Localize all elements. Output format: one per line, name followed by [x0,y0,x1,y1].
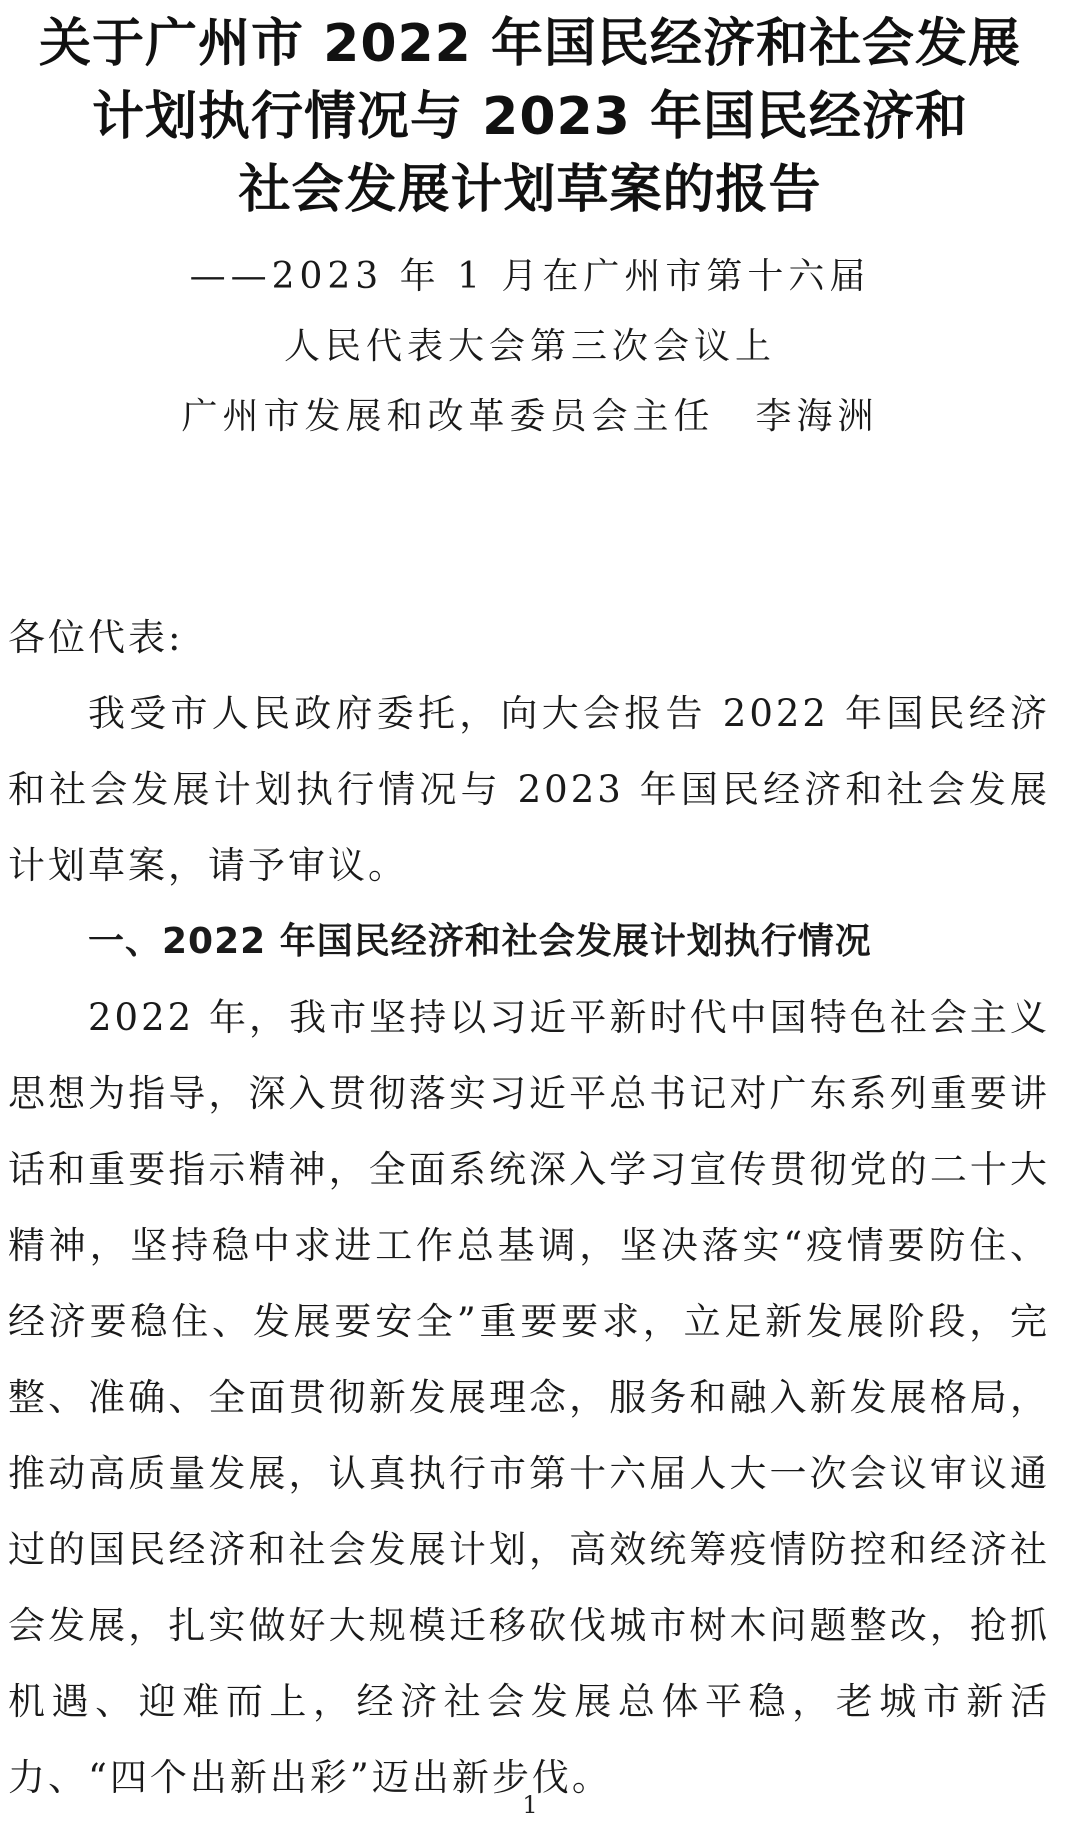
title-line-2: 计划执行情况与 2023 年国民经济和 [92,87,968,147]
byline-line-1: ——2023 年 1 月在广州市第十六届 [189,256,871,297]
byline-line-3: 广州市发展和改革委员会主任 李海洲 [181,396,879,437]
salutation: 各位代表: [8,616,184,659]
title-line-3: 社会发展计划草案的报告 [238,160,822,220]
intro-paragraph: 我受市人民政府委托，向大会报告 2022 年国民经济和社会发展计划执行情况与 2023 年国民经济和社会发展计划草案，请予审议。 [8,692,1050,887]
report-title [0,8,1060,227]
page-number: 1 [522,1791,538,1819]
byline-line-2: 人民代表大会第三次会议上 [283,326,776,367]
report-byline [0,242,1060,452]
section-heading: 一、2022 年国民经济和社会发展计划执行情况 [88,921,872,962]
section-paragraph: 2022 年，我市坚持以习近平新时代中国特色社会主义思想为指导，深入贯彻落实习近平总书记对广东系列重要讲话和重要指示精神，全面系统深入学习宣传贯彻党的二十大精神，坚持稳中求进工作总基调，坚决落实“疫情要防住、经济要稳住、发展要安全”重要要求，立足新发展阶段，完整、准确、全面贯彻新发展理念，服务和融入新发展格局，推动高质量发展，认真执行市第十六届人大一次会议审议通过的国民经济和社会发展计划，高效统筹疫情防控和经济社会发展，扎实做好大规模迁移砍伐城市树木问题整改，抢抓机遇、迎难而上，经济社会发展总体平稳，老城市新活力、“四个出新出彩”迈出新步伐。 [8,996,1050,1799]
report-body [8,600,1050,1816]
title-line-1: 关于广州市 2022 年国民经济和社会发展 [39,14,1021,74]
